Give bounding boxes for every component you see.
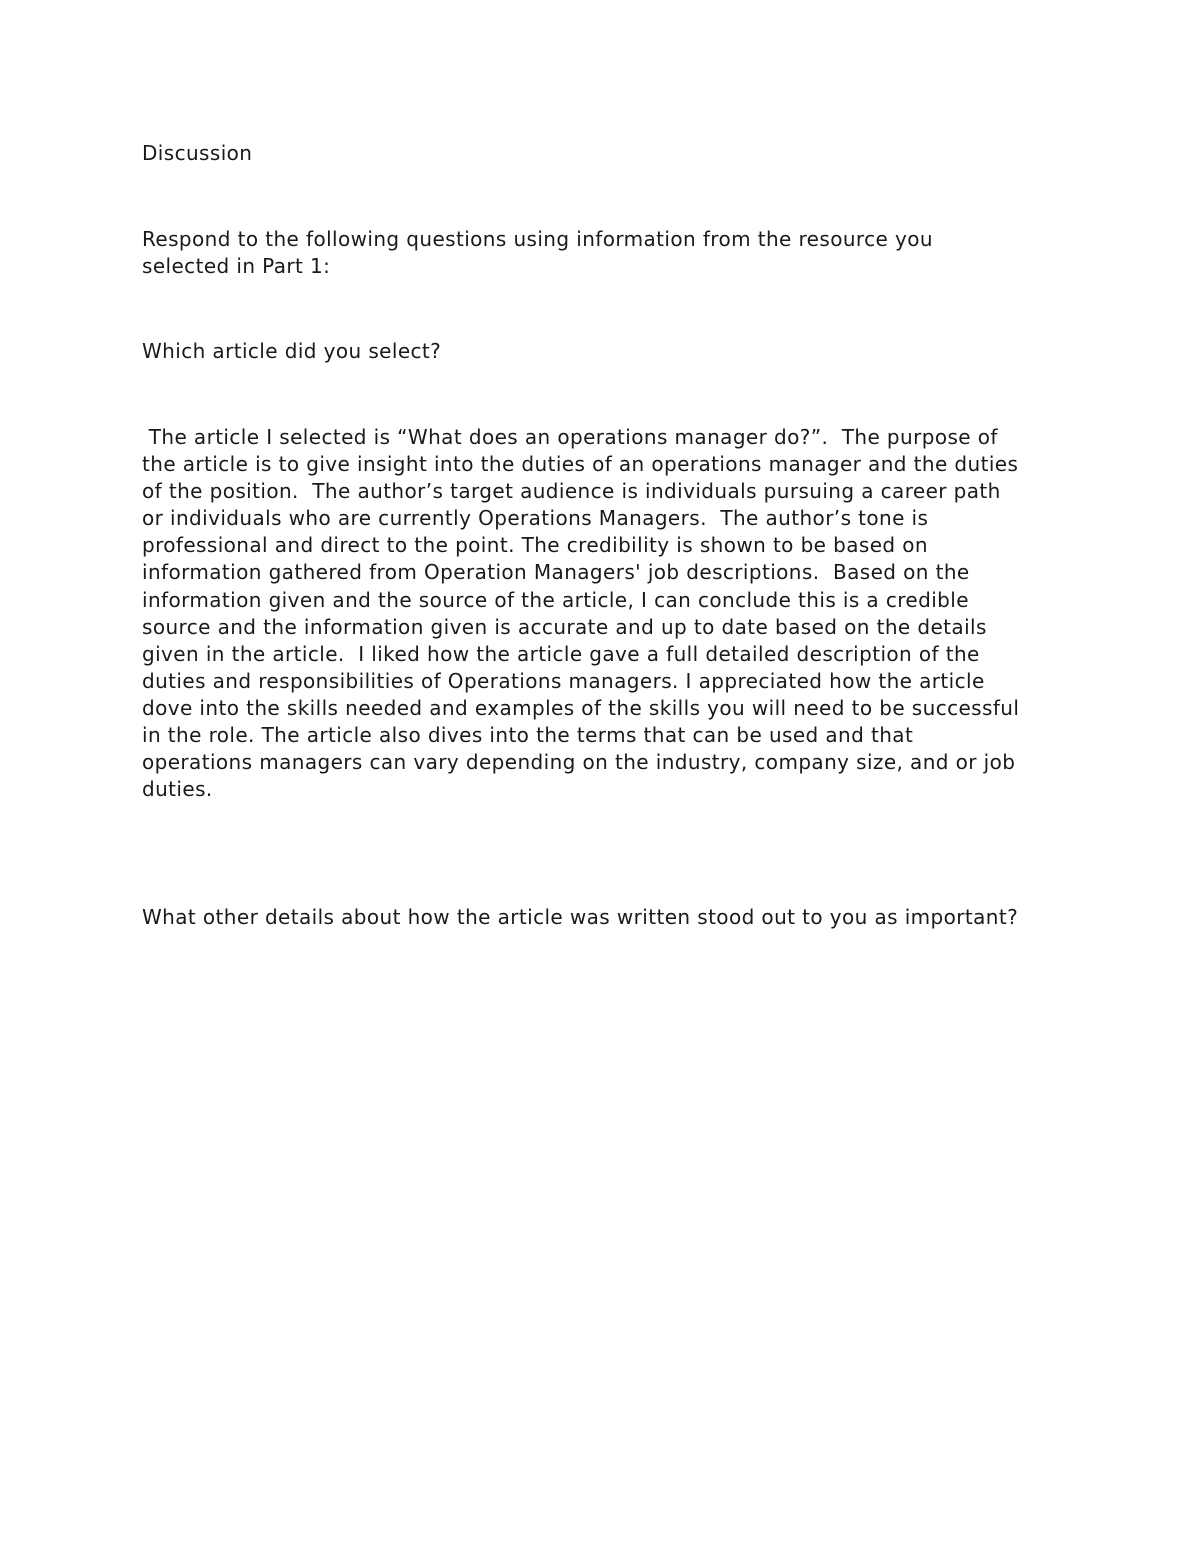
- instructions-line: Respond to the following questions using information from the resource you: [142, 227, 933, 251]
- answer-line: given in the article. I liked how the article gave a full detailed description of the: [142, 641, 980, 666]
- answer-line: duties.: [142, 777, 213, 802]
- answer-line: information gathered from Operation Managers' job descriptions. Based on the: [142, 560, 970, 585]
- answer-line: in the role. The article also dives into the terms that can be used and that: [142, 723, 914, 748]
- instructions-line: selected in Part 1:: [142, 254, 331, 278]
- question-1: Which article did you select?: [142, 339, 442, 363]
- instructions-paragraph: [142, 226, 1062, 280]
- answer-line: or individuals who are currently Operations Managers. The author’s tone is: [142, 506, 929, 531]
- answer-line: dove into the skills needed and examples of the skills you will need to be successful: [142, 695, 1020, 720]
- answer-line: The article I selected is “What does an operations manager do?”. The purpose of: [142, 425, 998, 449]
- answer-line: operations managers can vary depending on the industry, company size, and or job: [142, 750, 1016, 775]
- answer-line: the article is to give insight into the duties of an operations manager and the duties: [142, 452, 1019, 477]
- answer-line: of the position. The author’s target audience is individuals pursuing a career path: [142, 479, 1001, 504]
- answer-line: duties and responsibilities of Operations managers. I appreciated how the article: [142, 668, 985, 693]
- answer-line: information given and the source of the article, I can conclude this is a credible: [142, 587, 969, 612]
- answer-line: source and the information given is accurate and up to date based on the details: [142, 614, 987, 639]
- answer-line: professional and direct to the point. The credibility is shown to be based on: [142, 533, 928, 558]
- document-heading: Discussion: [142, 141, 253, 165]
- question-2: What other details about how the article was written stood out to you as important?: [142, 905, 1019, 929]
- answer-paragraph: [142, 424, 1062, 803]
